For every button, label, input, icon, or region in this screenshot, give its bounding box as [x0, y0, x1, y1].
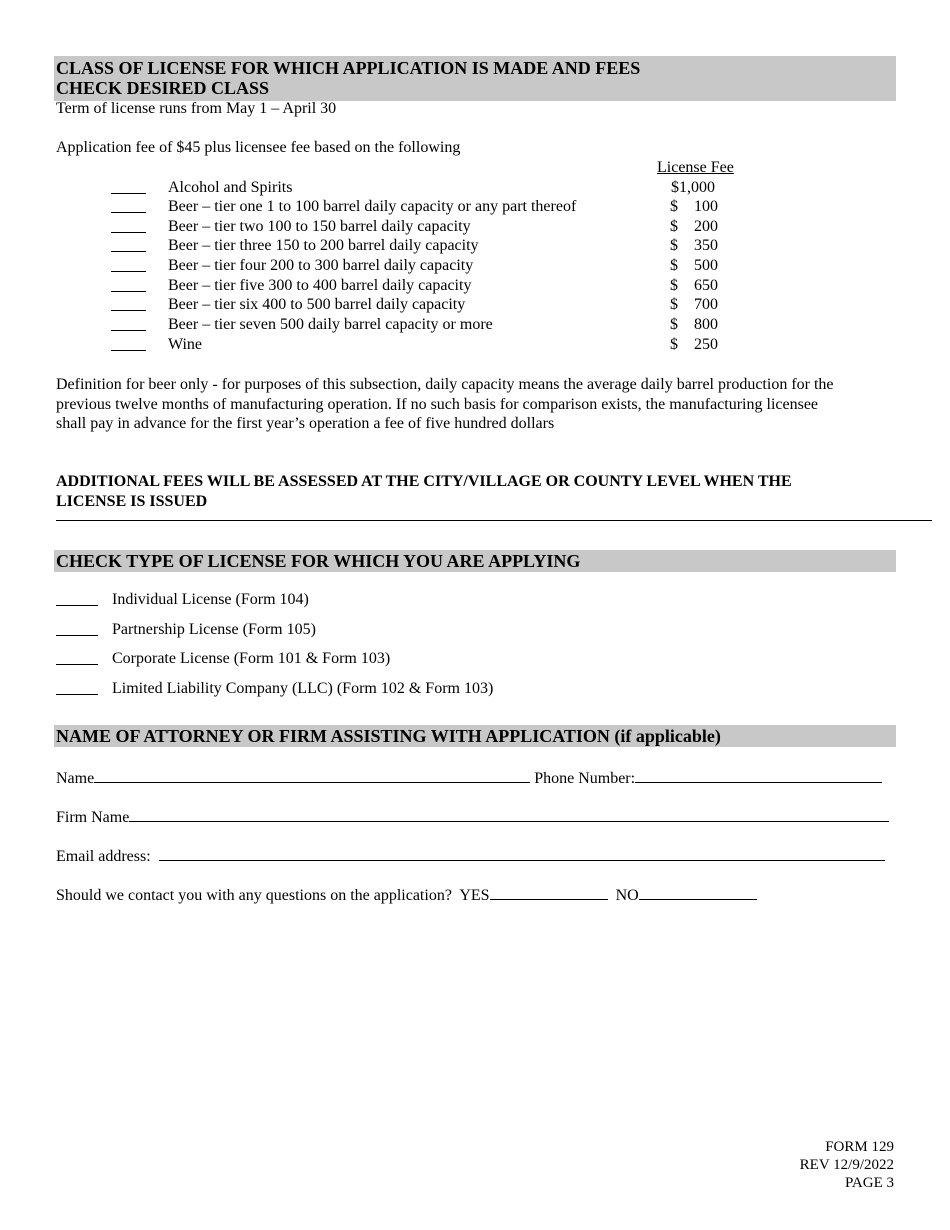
- form-number: FORM 129: [825, 1139, 894, 1155]
- license-type-llc: [0, 679, 950, 699]
- checkbox-blank[interactable]: [111, 236, 146, 252]
- yes-label: YES: [459, 887, 490, 904]
- fee-label: Wine: [168, 336, 203, 353]
- application-fee-text: Application fee of $45 plus licensee fee based on the following: [56, 139, 461, 156]
- contact-question: Should we contact you with any questions on the application?: [56, 887, 452, 904]
- heading-line-2: CHECK DESIRED CLASS: [56, 78, 270, 98]
- phone-label: Phone Number:: [534, 770, 636, 787]
- beer-definition-line-3: shall pay in advance for the first year’s operation a fee of five hundred dollars: [56, 415, 555, 432]
- fee-label: Beer – tier four 200 to 300 barrel daily capacity: [168, 257, 474, 274]
- section-divider: [56, 520, 932, 521]
- fee-amount: 700: [694, 296, 718, 313]
- attorney-heading: [54, 725, 896, 747]
- fee-row-beer-tier-five: [0, 276, 950, 296]
- phone-field[interactable]: [635, 767, 882, 783]
- form-footer: [800, 1138, 894, 1192]
- class-of-license-heading: [54, 56, 896, 101]
- license-type-partnership: [0, 620, 950, 640]
- beer-definition-line-2: previous twelve months of manufacturing operation. If no such basis for comparison exists, the manufacturing licensee: [56, 396, 819, 413]
- checkbox-blank[interactable]: [56, 679, 98, 695]
- fee-row-wine: [0, 335, 950, 355]
- license-type-label: Individual License (Form 104): [112, 591, 309, 608]
- fee-row-beer-tier-three: [0, 236, 950, 256]
- attorney-name-row: [56, 767, 882, 789]
- firm-name-field[interactable]: [129, 806, 889, 822]
- fee-row-beer-tier-six: [0, 295, 950, 315]
- email-field[interactable]: [159, 845, 885, 861]
- fee-amount: 650: [694, 277, 718, 294]
- checkbox-blank[interactable]: [111, 178, 146, 194]
- fee-row-alcohol-spirits: [0, 178, 950, 198]
- fee-dollar-sign: $: [670, 257, 678, 274]
- attorney-heading-text: NAME OF ATTORNEY OR FIRM ASSISTING WITH APPLICATION (if applicable): [56, 726, 721, 746]
- license-type-heading-text: CHECK TYPE OF LICENSE FOR WHICH YOU ARE APPLYING: [56, 551, 581, 571]
- yes-field[interactable]: [490, 884, 608, 900]
- fee-row-beer-tier-four: [0, 256, 950, 276]
- fee-amount: 250: [694, 336, 718, 353]
- license-term-text: Term of license runs from May 1 – April 30: [56, 100, 337, 117]
- license-type-label: Limited Liability Company (LLC) (Form 102 & Form 103): [112, 680, 494, 697]
- checkbox-blank[interactable]: [111, 315, 146, 331]
- checkbox-blank[interactable]: [56, 590, 98, 606]
- fee-label: Beer – tier one 1 to 100 barrel daily capacity or any part thereof: [168, 198, 577, 215]
- license-type-heading: [54, 550, 896, 572]
- license-type-individual: [0, 590, 950, 610]
- fee-label: Beer – tier three 150 to 200 barrel daily capacity: [168, 237, 479, 254]
- license-type-label: Partnership License (Form 105): [112, 621, 316, 638]
- fee-label: Alcohol and Spirits: [168, 179, 293, 196]
- fee-dollar-sign: $: [670, 296, 678, 313]
- fee-dollar-sign: $: [670, 198, 678, 215]
- checkbox-blank[interactable]: [111, 256, 146, 272]
- no-field[interactable]: [639, 884, 757, 900]
- checkbox-blank[interactable]: [56, 649, 98, 665]
- fee-row-beer-tier-two: [0, 217, 950, 237]
- fee-dollar-sign: $: [670, 277, 678, 294]
- fee-amount: $1,000: [671, 179, 715, 196]
- checkbox-blank[interactable]: [111, 217, 146, 233]
- name-field[interactable]: [94, 767, 530, 783]
- fee-amount: 100: [694, 198, 718, 215]
- beer-definition-line-1: Definition for beer only - for purposes of this subsection, daily capacity means the average daily barrel production for the: [56, 376, 834, 393]
- fee-row-beer-tier-seven: [0, 315, 950, 335]
- checkbox-blank[interactable]: [111, 197, 146, 213]
- fee-label: Beer – tier seven 500 daily barrel capacity or more: [168, 316, 493, 333]
- firm-name-row: [56, 806, 889, 828]
- fee-amount: 800: [694, 316, 718, 333]
- fee-dollar-sign: $: [670, 316, 678, 333]
- fee-amount: 350: [694, 237, 718, 254]
- additional-fees-line-1: ADDITIONAL FEES WILL BE ASSESSED AT THE CITY/VILLAGE OR COUNTY LEVEL WHEN THE: [56, 473, 792, 490]
- contact-question-row: [56, 884, 757, 906]
- fee-dollar-sign: $: [670, 336, 678, 353]
- checkbox-blank[interactable]: [56, 620, 98, 636]
- fee-amount: 200: [694, 218, 718, 235]
- email-row: [56, 845, 885, 867]
- fee-dollar-sign: $: [670, 218, 678, 235]
- license-type-corporate: [0, 649, 950, 669]
- form-revision: REV 12/9/2022: [799, 1157, 894, 1173]
- fee-amount: 500: [694, 257, 718, 274]
- license-fee-header: License Fee: [657, 159, 734, 176]
- additional-fees-line-2: LICENSE IS ISSUED: [56, 493, 208, 510]
- fee-label: Beer – tier two 100 to 150 barrel daily capacity: [168, 218, 471, 235]
- email-label: Email address:: [56, 848, 151, 865]
- checkbox-blank[interactable]: [111, 276, 146, 292]
- heading-line-1: CLASS OF LICENSE FOR WHICH APPLICATION IS MADE AND FEES: [56, 58, 641, 78]
- license-type-label: Corporate License (Form 101 & Form 103): [112, 650, 391, 667]
- checkbox-blank[interactable]: [111, 295, 146, 311]
- name-label: Name: [56, 770, 95, 787]
- page-number: PAGE 3: [844, 1175, 894, 1191]
- firm-name-label: Firm Name: [56, 809, 130, 826]
- checkbox-blank[interactable]: [111, 335, 146, 351]
- fee-label: Beer – tier five 300 to 400 barrel daily capacity: [168, 277, 472, 294]
- no-label: NO: [615, 887, 639, 904]
- fee-row-beer-tier-one: [0, 197, 950, 217]
- fee-dollar-sign: $: [670, 237, 678, 254]
- fee-label: Beer – tier six 400 to 500 barrel daily capacity: [168, 296, 466, 313]
